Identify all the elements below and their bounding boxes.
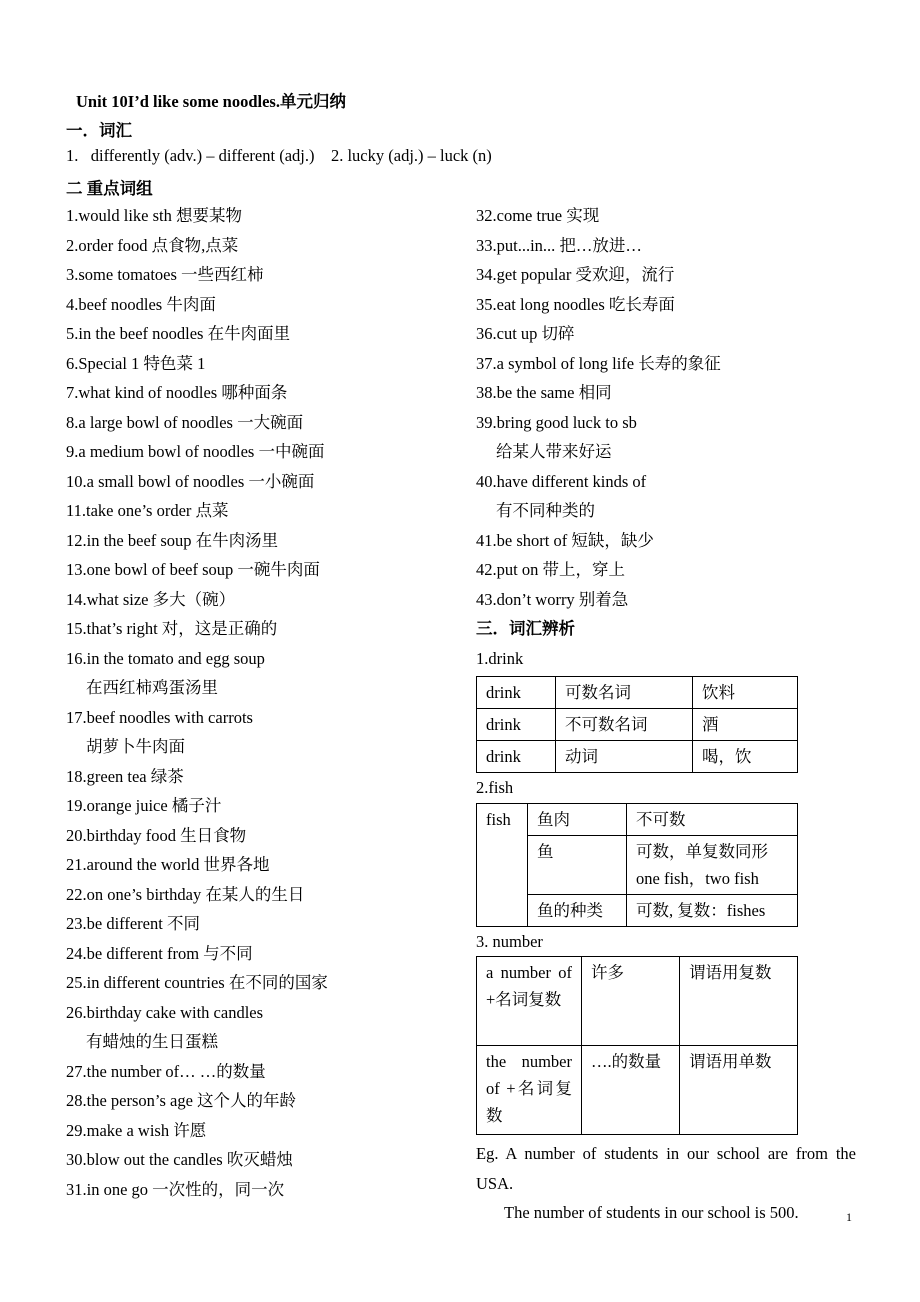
fish-heading: 2.fish — [476, 778, 514, 797]
phrase-item: 24.be different from 与不同 — [66, 943, 253, 963]
phrase-translation: 有蜡烛的生日蛋糕 — [86, 1032, 218, 1051]
table-row — [477, 803, 798, 835]
phrase-item: 20.birthday food 生日食物 — [66, 825, 247, 845]
table-row — [477, 677, 798, 709]
table-row — [477, 709, 798, 741]
section-heading-word-analysis: 三．词汇辨析 — [476, 619, 575, 638]
table-cell: 鱼 — [528, 835, 627, 894]
phrase-list-right — [476, 204, 866, 1228]
page-number: 1 — [846, 1210, 852, 1224]
phrase-item: 43.don’t worry 别着急 — [476, 589, 629, 609]
phrase-item: 1.would like sth 想要某物 — [66, 206, 242, 225]
phrase-translation: 在西红柿鸡蛋汤里 — [86, 678, 218, 697]
table-cell: 谓语用单数 — [680, 1046, 798, 1135]
table-cell: 谓语用复数 — [680, 957, 798, 1046]
phrase-item: 27.the number of… …的数量 — [66, 1061, 266, 1081]
phrase-item: 13.one bowl of beef soup 一碗牛肉面 — [66, 560, 320, 579]
table-cell: 可数，单复数同形 one fish，two fish — [627, 835, 798, 894]
phrase-translation: 有不同种类的 — [496, 501, 595, 520]
phrase-item: 12.in the beef soup 在牛肉汤里 — [66, 530, 279, 550]
table-cell: ….的数量 — [582, 1046, 680, 1135]
table-cell: the number of +名词复数 — [477, 1046, 582, 1135]
table-cell: drink — [477, 741, 556, 773]
phrase-item: 22.on one’s birthday 在某人的生日 — [66, 884, 305, 904]
section-heading-phrases: 二 重点词组 — [66, 179, 153, 198]
table-cell: 可数名词 — [556, 677, 693, 709]
phrase-item: 32.come true 实现 — [476, 206, 600, 225]
phrase-item: 21.around the world 世界各地 — [66, 855, 270, 874]
example-sentence: The number of students in our school is 500. — [504, 1203, 799, 1222]
phrase-item: 16.in the tomato and egg soup — [66, 648, 265, 668]
table-cell: 饮料 — [693, 677, 798, 709]
table-row — [477, 957, 798, 1046]
table-row — [477, 1046, 798, 1135]
phrase-item: 41.be short of 短缺，缺少 — [476, 530, 654, 550]
phrase-item: 10.a small bowl of noodles 一小碗面 — [66, 471, 315, 491]
vocabulary-line: 1. differently (adv.) – different (adj.) 2. lucky (adj.) – luck (n) — [66, 146, 492, 165]
table-cell: 酒 — [693, 709, 798, 741]
phrase-item: 3.some tomatoes 一些西红柿 — [66, 265, 264, 284]
table-cell: 动词 — [556, 741, 693, 773]
number-table — [476, 956, 798, 1135]
phrase-item: 17.beef noodles with carrots — [66, 707, 253, 727]
phrase-item: 2.order food 点食物,点菜 — [66, 235, 239, 255]
phrase-item: 36.cut up 切碎 — [476, 324, 575, 343]
phrase-item: 5.in the beef noodles 在牛肉面里 — [66, 324, 291, 343]
phrase-item: 4.beef noodles 牛肉面 — [66, 294, 216, 314]
phrase-item: 39.bring good luck to sb — [476, 412, 637, 432]
phrase-item: 29.make a wish 许愿 — [66, 1120, 207, 1140]
phrase-item: 19.orange juice 橘子汁 — [66, 796, 222, 815]
table-cell: a number of +名词复数 — [477, 957, 582, 1046]
phrase-item: 37.a symbol of long life 长寿的象征 — [476, 353, 721, 373]
phrase-item: 8.a large bowl of noodles 一大碗面 — [66, 412, 304, 432]
phrase-item: 15.that’s right 对，这是正确的 — [66, 619, 278, 638]
phrase-translation: 胡萝卜牛肉面 — [86, 737, 185, 756]
phrase-item: 26.birthday cake with candles — [66, 1002, 264, 1022]
phrase-item: 34.get popular 受欢迎，流行 — [476, 265, 675, 284]
phrase-item: 31.in one go 一次性的，同一次 — [66, 1179, 285, 1199]
phrase-item: 33.put...in... 把…放进… — [476, 235, 642, 255]
table-cell: 许多 — [582, 957, 680, 1046]
table-cell: 可数, 复数：fishes — [627, 894, 798, 926]
table-cell: 不可数名词 — [556, 709, 693, 741]
table-cell: drink — [477, 709, 556, 741]
phrase-item: 38.be the same 相同 — [476, 383, 612, 402]
table-cell: 不可数 — [627, 803, 798, 835]
phrase-item: 40.have different kinds of — [476, 471, 647, 491]
table-row — [477, 741, 798, 773]
phrase-item: 9.a medium bowl of noodles 一中碗面 — [66, 442, 325, 461]
drink-heading: 1.drink — [476, 648, 524, 668]
table-cell: 鱼的种类 — [528, 894, 627, 926]
drink-table — [476, 676, 798, 773]
phrase-item: 25.in different countries 在不同的国家 — [66, 973, 328, 992]
fish-table — [476, 803, 798, 927]
phrase-item: 6.Special 1 特色菜 1 — [66, 353, 206, 373]
section-heading-vocabulary: 一．词汇 — [66, 121, 132, 140]
document-title: Unit 10I’d like some noodles.单元归纳 — [76, 92, 346, 111]
number-heading: 3. number — [476, 931, 543, 951]
phrase-item: 35.eat long noodles 吃长寿面 — [476, 294, 675, 314]
table-cell: 喝，饮 — [693, 741, 798, 773]
phrase-item: 42.put on 带上，穿上 — [476, 560, 625, 579]
phrase-item: 30.blow out the candles 吹灭蜡烛 — [66, 1150, 293, 1169]
example-sentence: Eg. A number of students in our school are from the USA. — [476, 1144, 856, 1193]
phrase-item: 28.the person’s age 这个人的年龄 — [66, 1091, 297, 1110]
phrase-item: 14.what size 多大（碗） — [66, 589, 236, 609]
phrase-translation: 给某人带来好运 — [496, 442, 612, 461]
table-cell: drink — [477, 677, 556, 709]
table-cell: fish — [477, 803, 528, 926]
phrase-item: 7.what kind of noodles 哪种面条 — [66, 383, 288, 402]
phrase-list-left — [66, 204, 466, 1207]
phrase-item: 11.take one’s order 点菜 — [66, 501, 229, 520]
table-cell: 鱼肉 — [528, 803, 627, 835]
phrase-item: 23.be different 不同 — [66, 914, 200, 933]
phrase-item: 18.green tea 绿茶 — [66, 766, 184, 786]
